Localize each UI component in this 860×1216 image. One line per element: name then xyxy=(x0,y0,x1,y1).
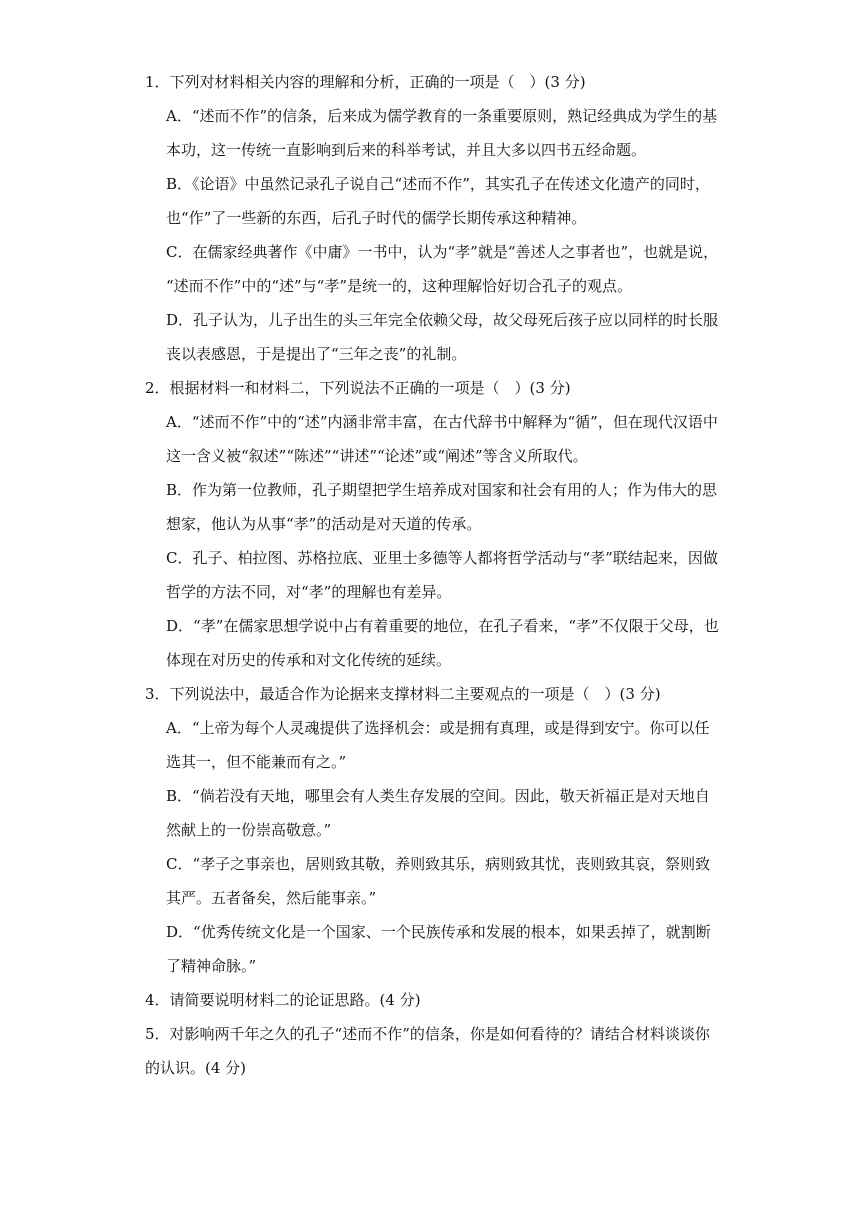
q3-option-a-line2: 选其一，但不能兼而有之。” xyxy=(166,753,347,771)
question-5-stem-continued: 的认识。(4 分) xyxy=(145,1059,247,1077)
q3-option-c-line1: C．“孝子之事亲也，居则致其敬，养则致其乐，病则致其忧，丧则致其哀，祭则致 xyxy=(166,855,711,873)
question-5-stem: 5．对影响两千年之久的孔子“述而不作”的信条，你是如何看待的？请结合材料谈谈你 xyxy=(145,1025,710,1043)
q1-option-c-line1: C．在儒家经典著作《中庸》一书中，认为“孝”就是“善述人之事者也”，也就是说， xyxy=(166,243,719,261)
q1-option-b-line1: B．《论语》中虽然记录孔子说自己“述而不作”，其实孔子在传述文化遗产的同时， xyxy=(166,175,710,193)
q1-option-a-line1: A．“述而不作”的信条，后来成为儒学教育的一条重要原则，熟记经典成为学生的基 xyxy=(166,107,718,125)
q3-option-d-line2: 了精神命脉。” xyxy=(166,957,257,975)
q2-option-c-line1: C．孔子、柏拉图、苏格拉底、亚里士多德等人都将哲学活动与“孝”联结起来，因做 xyxy=(166,549,718,567)
q3-option-b-line2: 然献上的一份崇高敬意。” xyxy=(166,821,332,839)
question-1-stem: 1．下列对材料相关内容的理解和分析，正确的一项是（ ）(3 分) xyxy=(145,73,586,91)
q2-option-c-line2: 哲学的方法不同，对“孝”的理解也有差异。 xyxy=(166,583,452,601)
q3-option-b-line1: B．“倘若没有天地，哪里会有人类生存发展的空间。因此，敬天祈福正是对天地自 xyxy=(166,787,710,805)
q1-option-c-line2: “述而不作”中的“述”与“孝”是统一的，这种理解恰好切合孔子的观点。 xyxy=(166,277,633,295)
question-2-stem: 2．根据材料一和材料二，下列说法不正确的一项是（ ）(3 分) xyxy=(145,379,571,397)
q1-option-a-line2: 本功，这一传统一直影响到后来的科举考试，并且大多以四书五经命题。 xyxy=(166,141,647,159)
q3-option-a-line1: A．“上帝为每个人灵魂提供了选择机会：或是拥有真理，或是得到安宁。你可以任 xyxy=(166,719,710,737)
q2-option-b-line1: B．作为第一位教师，孔子期望把学生培养成对国家和社会有用的人；作为伟大的思 xyxy=(166,481,718,499)
q2-option-a-line1: A．“述而不作”中的“述”内涵非常丰富，在古代辞书中解释为“循”，但在现代汉语中 xyxy=(166,413,718,431)
q2-option-b-line2: 想家，他认为从事“孝”的活动是对天道的传承。 xyxy=(166,515,482,533)
q2-option-d-line1: D．“孝”在儒家思想学说中占有着重要的地位，在孔子看来，“孝”不仅限于父母，也 xyxy=(166,617,719,635)
q2-option-a-line2: 这一含义被“叙述”“陈述”“讲述”“论述”或“阐述”等含义所取代。 xyxy=(166,447,588,465)
q1-option-d-line1: D．孔子认为，儿子出生的头三年完全依赖父母，故父母死后孩子应以同样的时长服 xyxy=(166,311,719,329)
question-4-stem: 4．请简要说明材料二的论证思路。(4 分) xyxy=(145,991,421,1009)
q1-option-b-line2: 也“作”了一些新的东西，后孔子时代的儒学长期传承这种精神。 xyxy=(166,209,587,227)
question-3-stem: 3．下列说法中，最适合作为论据来支撑材料二主要观点的一项是（ ）(3 分) xyxy=(145,685,661,703)
q3-option-d-line1: D．“优秀传统文化是一个国家、一个民族传承和发展的根本，如果丢掉了，就割断 xyxy=(166,923,711,941)
q2-option-d-line2: 体现在对历史的传承和对文化传统的延续。 xyxy=(166,651,452,669)
q3-option-c-line2: 其严。五者备矣，然后能事亲。” xyxy=(166,889,377,907)
q1-option-d-line2: 丧以表感恩，于是提出了“三年之丧”的礼制。 xyxy=(166,345,467,363)
